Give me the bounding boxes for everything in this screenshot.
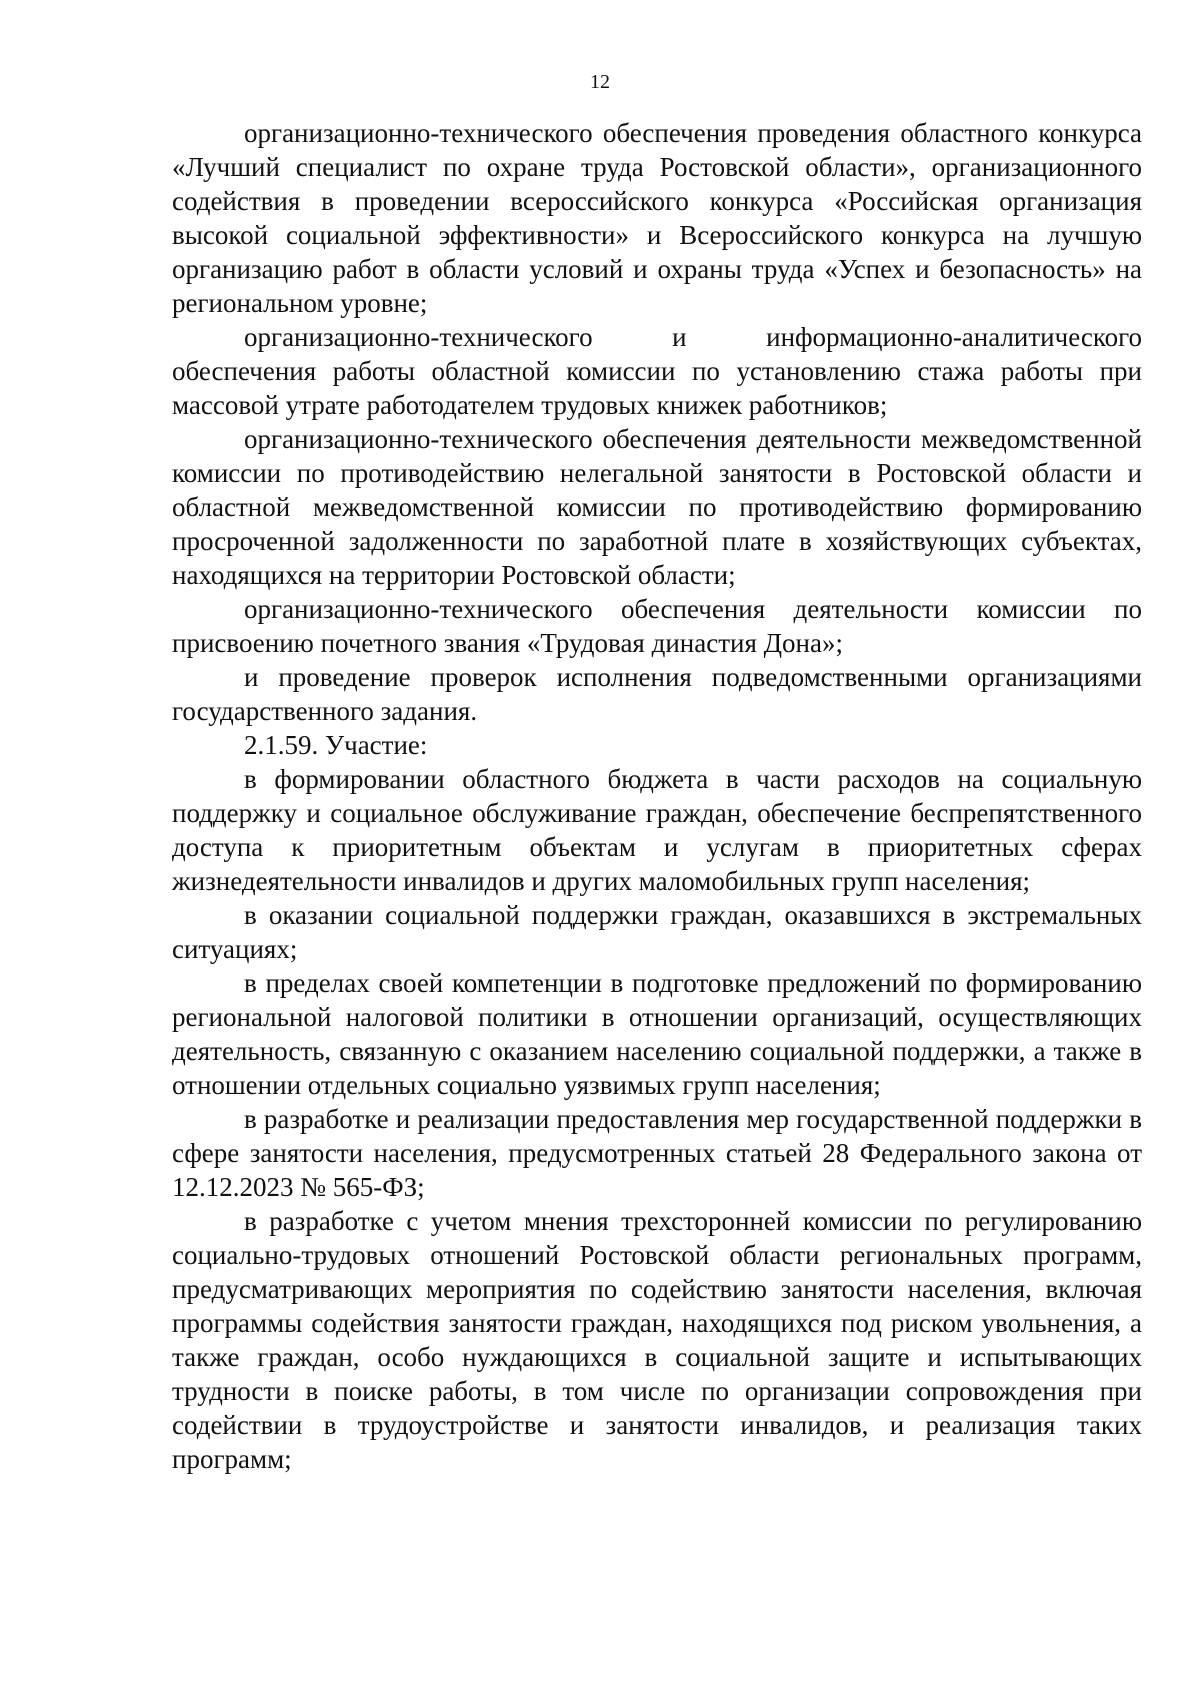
paragraph: в оказании социальной поддержки граждан, оказавшихся в экстремальных ситуациях; xyxy=(172,900,1142,964)
paragraph: в разработке с учетом мнения трехсторонней комиссии по регулированию социально-трудовых отношений Ростовской области региональных программ, предусматривающих мероприятия по содействию занятости населения, включая программы содействия занятости граждан, находящихся под риском увольнения, а также граждан, особо нуждающихся в социальной защите и испытывающих трудности в поиске работы, в том числе по организации сопровождения при содействии в трудоустройстве и занятости инвалидов, и реализация таких программ; xyxy=(172,1206,1142,1474)
document-body xyxy=(172,116,1142,1476)
paragraph: в пределах своей компетенции в подготовке предложений по формированию региональной налоговой политики в отношении организаций, осуществляющих деятельность, связанную с оказанием населению социальной поддержки, а также в отношении отдельных социально уязвимых групп населения; xyxy=(172,968,1142,1100)
section-heading: 2.1.59. Участие: xyxy=(244,730,428,760)
paragraph: организационно-технического и информационно-аналитического обеспечения работы областной комиссии по установлению стажа работы при массовой утрате работодателем трудовых книжек работников; xyxy=(172,322,1142,420)
paragraph: и проведение проверок исполнения подведомственными организациями государственного задания. xyxy=(172,662,1142,726)
paragraph: организационно-технического обеспечения деятельности межведомственной комиссии по противодействию нелегальной занятости в Ростовской области и областной межведомственной комиссии по противодействию формированию просроченной задолженности по заработной плате в хозяйствующих субъектах, находящихся на территории Ростовской области; xyxy=(172,424,1142,590)
paragraph: в формировании областного бюджета в части расходов на социальную поддержку и социальное обслуживание граждан, обеспечение беспрепятственного доступа к приоритетным объектам и услугам в приоритетных сферах жизнедеятельности инвалидов и других маломобильных групп населения; xyxy=(172,764,1142,896)
paragraph: организационно-технического обеспечения проведения областного конкурса «Лучший специалист по охране труда Ростовской области», организационного содействия в проведении всероссийского конкурса «Российская организация высокой социальной эффективности» и Всероссийского конкурса на лучшую организацию работ в области условий и охраны труда «Успех и безопасность» на региональном уровне; xyxy=(172,118,1142,318)
paragraph: организационно-технического обеспечения деятельности комиссии по присвоению почетного звания «Трудовая династия Дона»; xyxy=(172,594,1142,658)
page-number: 12 xyxy=(590,71,610,93)
paragraph: в разработке и реализации предоставления мер государственной поддержки в сфере занятости населения, предусмотренных статьей 28 Федерального закона от 12.12.2023 № 565-ФЗ; xyxy=(172,1104,1142,1202)
